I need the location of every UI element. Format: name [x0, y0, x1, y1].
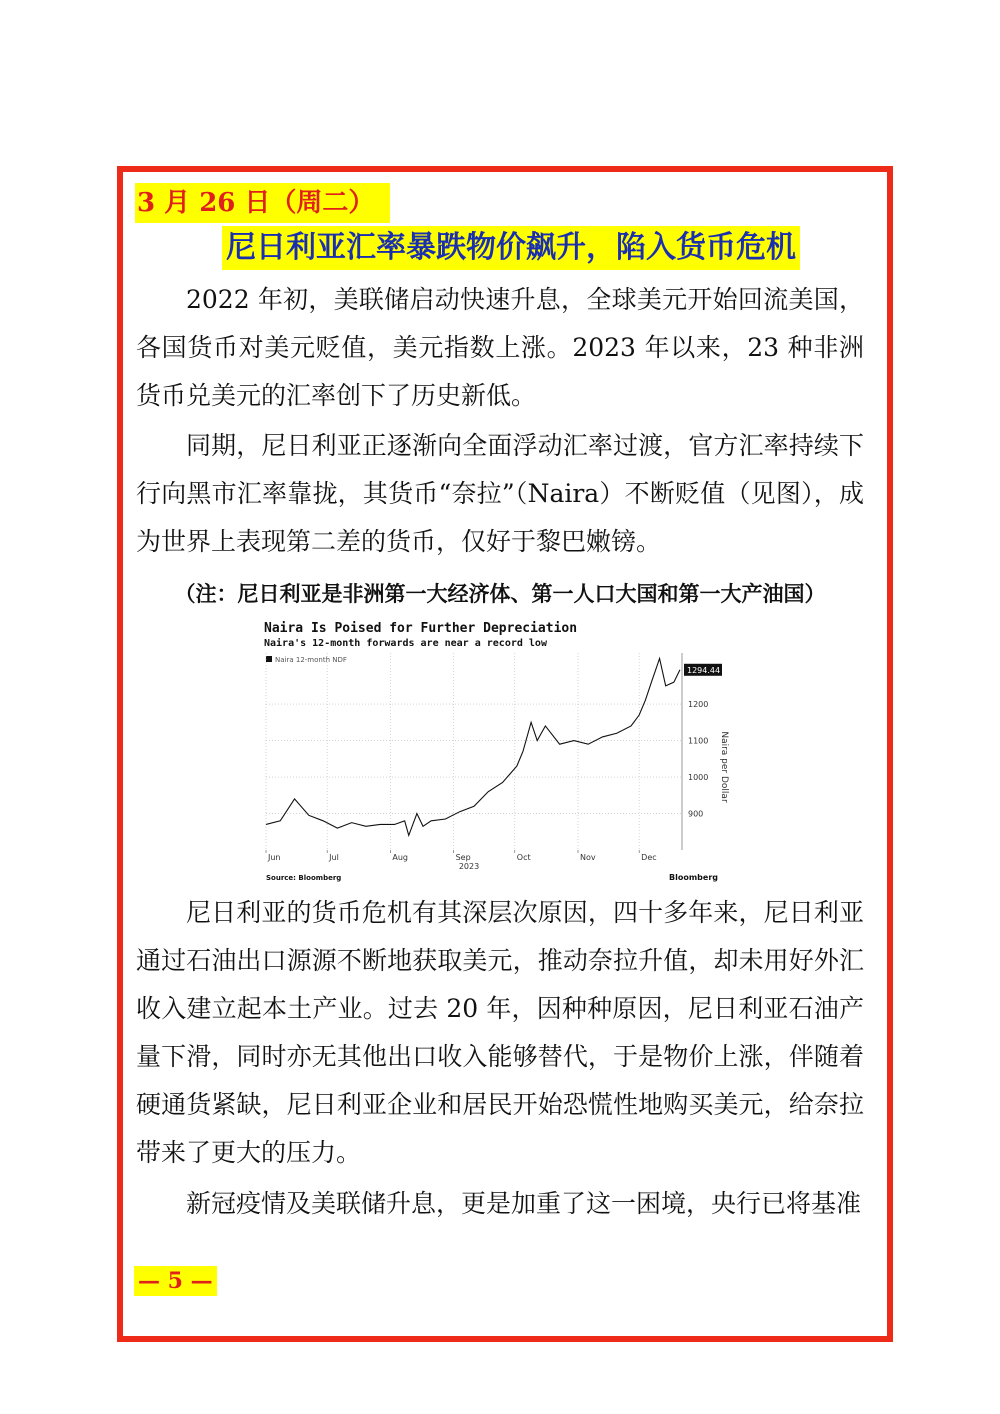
- chart-source: Source: Bloomberg: [266, 874, 342, 882]
- x-tick-label: Nov: [580, 853, 596, 862]
- chart-year: 2023: [458, 862, 480, 871]
- paragraph-4: 新冠疫情及美联储升息，更是加重了这一困境，央行已将基准: [186, 1189, 862, 1218]
- x-tick-label: Oct: [516, 853, 531, 862]
- y-tick-label: 900: [688, 809, 704, 819]
- naira-chart: [258, 617, 738, 885]
- x-tick-label: Jun: [268, 853, 281, 862]
- article-title: 尼日利亚汇率暴跌物价飙升，陷入货币危机: [222, 226, 800, 270]
- legend-label: Naira 12-month NDF: [275, 656, 347, 664]
- page-number: — 5 —: [134, 1266, 217, 1296]
- y-tick-label: 1200: [688, 700, 709, 710]
- x-tick-label: Jul: [329, 853, 339, 862]
- paragraph-3: 尼日利亚的货币危机有其深层次原因，四十多年来，尼日利亚通过石油出口源源不断地获取美元，推动奈拉升值，却未用好外汇收入建立起本土产业。过去 20 年，因种种原因，尼日利亚石油产量下滑，同时亦无其他出口收入能够替代，于是物价上涨，伴随着硬通货紧缺，尼日利亚企业和居民开始恐慌性地购买美元，给奈拉带来了更大的压力。: [136, 898, 864, 1167]
- y-tick-label: 1100: [688, 736, 709, 746]
- x-tick-label: Aug: [392, 853, 409, 862]
- legend-swatch: [266, 656, 272, 662]
- x-tick-label: Sep: [455, 853, 471, 862]
- chart-brand: Bloomberg: [669, 873, 718, 882]
- chart-ylabel: Naira per Dollar: [719, 731, 729, 803]
- series-line-naira: [266, 658, 680, 835]
- date-label: 3 月 26 日（周二）: [135, 183, 390, 223]
- chart-title: Naira Is Poised for Further Depreciation: [264, 621, 578, 636]
- y-tick-label: 1000: [688, 773, 709, 783]
- last-value-label: 1294.44: [687, 665, 721, 675]
- chart-subtitle: Naira's 12-month forwards are near a record low: [264, 638, 547, 649]
- note-text: （注：尼日利亚是非洲第一大经济体、第一人口大国和第一大产油国）: [174, 582, 826, 606]
- paragraph-1: 2022 年初，美联储启动快速升息，全球美元开始回流美国，各国货币对美元贬值，美元指数上涨。2023 年以来，23 种非洲货币兑美元的汇率创下了历史新低。: [136, 285, 864, 410]
- x-tick-label: Dec: [641, 853, 657, 862]
- paragraph-2: 同期，尼日利亚正逐渐向全面浮动汇率过渡，官方汇率持续下行向黑市汇率靠拢，其货币“奈拉”（Naira）不断贬值（见图），成为世界上表现第二差的货币，仅好于黎巴嫩镑。: [136, 431, 864, 556]
